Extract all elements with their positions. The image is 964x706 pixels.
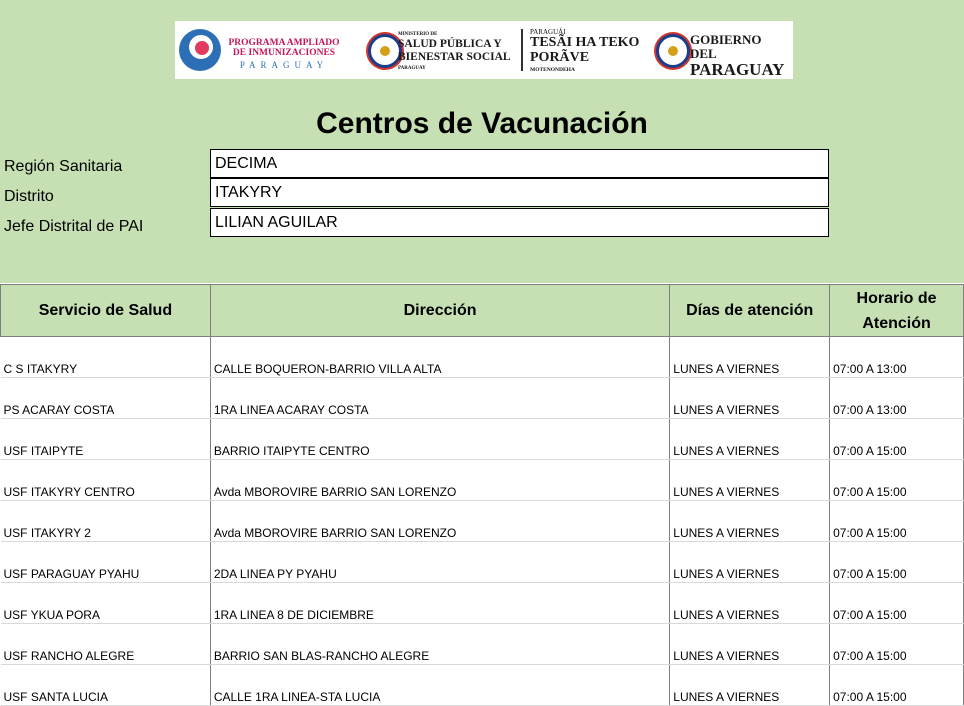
- pai-logo: [175, 21, 345, 79]
- government-line1: GOBIERNO DEL: [690, 32, 762, 61]
- table-header-row: [1, 285, 964, 337]
- info-label-chief: Jefe Distrital de PAI: [4, 218, 144, 235]
- info-value-district: ITAKYRY: [210, 178, 829, 207]
- info-label-district: Distrito: [4, 188, 54, 205]
- cell-address: CALLE BOQUERON-BARRIO VILLA ALTA: [210, 337, 669, 378]
- cell-hours: 07:00 A 15:00: [830, 460, 964, 501]
- cell-days: LUNES A VIERNES: [670, 460, 830, 501]
- government-line2: PARAGUAY: [690, 60, 785, 79]
- col-header-hours: Horario de Atención: [830, 285, 964, 337]
- ministry-pre: MINISTERIO DE: [398, 32, 438, 37]
- ministry-name: SALUD PÚBLICA Y BIENESTAR SOCIAL: [398, 38, 511, 63]
- cell-service: USF PARAGUAY PYAHU: [1, 542, 211, 583]
- cell-service: PS ACARAY COSTA: [1, 378, 211, 419]
- cell-address: 1RA LINEA ACARAY COSTA: [210, 378, 669, 419]
- cell-address: Avda MBOROVIRE BARRIO SAN LORENZO: [210, 501, 669, 542]
- ministry-post: PARAGUAY: [398, 66, 426, 71]
- table-row: [1, 665, 964, 706]
- pai-logo-text: PROGRAMA AMPLIADO DE INMUNIZACIONES: [228, 38, 340, 58]
- table-row: [1, 501, 964, 542]
- table-row: [1, 460, 964, 501]
- cell-hours: 07:00 A 13:00: [830, 378, 964, 419]
- cell-days: LUNES A VIERNES: [670, 501, 830, 542]
- cell-address: Avda MBOROVIRE BARRIO SAN LORENZO: [210, 460, 669, 501]
- cell-service: USF ITAKYRY CENTRO: [1, 460, 211, 501]
- table-row: [1, 419, 964, 460]
- cell-hours: 07:00 A 15:00: [830, 624, 964, 665]
- cell-service: C S ITAKYRY: [1, 337, 211, 378]
- ministry-seal-icon: [368, 34, 402, 68]
- cell-days: LUNES A VIERNES: [670, 419, 830, 460]
- cell-address: 2DA LINEA PY PYAHU: [210, 542, 669, 583]
- cell-hours: 07:00 A 15:00: [830, 542, 964, 583]
- info-value-region: DECIMA: [210, 149, 829, 178]
- government-seal-icon: [656, 34, 690, 68]
- table-row: [1, 583, 964, 624]
- tesai-name: TESÃI HA TEKO PORÃVE: [530, 35, 640, 65]
- cell-address: 1RA LINEA 8 DE DICIEMBRE: [210, 583, 669, 624]
- col-header-days: Días de atención: [670, 285, 830, 337]
- cell-days: LUNES A VIERNES: [670, 665, 830, 706]
- cell-service: USF ITAIPYTE: [1, 419, 211, 460]
- cell-hours: 07:00 A 15:00: [830, 419, 964, 460]
- col-header-address: Dirección: [210, 285, 669, 337]
- cell-hours: 07:00 A 15:00: [830, 583, 964, 624]
- cell-days: LUNES A VIERNES: [670, 378, 830, 419]
- cell-address: BARRIO ITAIPYTE CENTRO: [210, 419, 669, 460]
- cell-service: USF ITAKYRY 2: [1, 501, 211, 542]
- pai-logo-sub: PARAGUAY: [239, 60, 329, 70]
- page-title: Centros de Vacunación: [316, 107, 648, 140]
- cell-days: LUNES A VIERNES: [670, 542, 830, 583]
- cell-service: USF RANCHO ALEGRE: [1, 624, 211, 665]
- table-row: [1, 337, 964, 378]
- info-label-region: Región Sanitaria: [4, 158, 123, 175]
- tesai-pre: PARAGUÁI: [530, 28, 566, 36]
- table-row: [1, 542, 964, 583]
- cell-hours: 07:00 A 15:00: [830, 665, 964, 706]
- col-header-service: Servicio de Salud: [1, 285, 211, 337]
- cell-days: LUNES A VIERNES: [670, 624, 830, 665]
- cell-service: USF SANTA LUCIA: [1, 665, 211, 706]
- info-value-chief: LILIAN AGUILAR: [210, 208, 829, 237]
- table-row: [1, 378, 964, 419]
- cell-days: LUNES A VIERNES: [670, 583, 830, 624]
- cell-days: LUNES A VIERNES: [670, 337, 830, 378]
- logo-banner: [175, 21, 793, 79]
- header-band: [0, 0, 964, 283]
- cell-hours: 07:00 A 15:00: [830, 501, 964, 542]
- cell-address: BARRIO SAN BLAS-RANCHO ALEGRE: [210, 624, 669, 665]
- cell-address: CALLE 1RA LINEA-STA LUCIA: [210, 665, 669, 706]
- logo-divider: [521, 29, 523, 71]
- table-row: [1, 624, 964, 665]
- government-logo: [690, 33, 790, 79]
- vaccination-centers-table: [0, 284, 964, 706]
- tesai-post: MOTENONDEHA: [530, 67, 575, 73]
- cell-service: USF YKUA PORA: [1, 583, 211, 624]
- cell-hours: 07:00 A 13:00: [830, 337, 964, 378]
